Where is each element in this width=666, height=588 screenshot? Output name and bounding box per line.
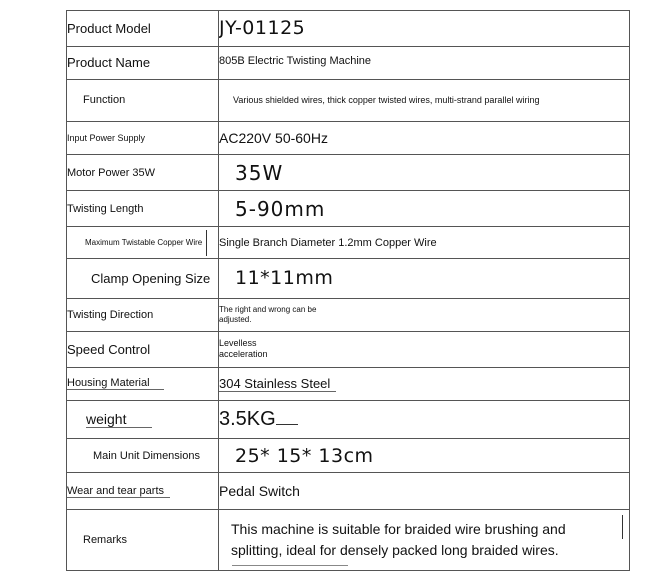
row-label-product-name: Product Name	[67, 46, 219, 80]
row-label-weight: weight	[67, 401, 219, 439]
table-row	[67, 401, 630, 439]
row-value-wear-and-tear-parts: Pedal Switch	[219, 473, 630, 510]
row-label-speed-control: Speed Control	[67, 332, 219, 368]
row-label-product-model: Product Model	[67, 11, 219, 47]
row-label-function: Function	[67, 80, 219, 122]
row-label-main-unit-dimensions: Main Unit Dimensions	[67, 438, 219, 473]
specification-table	[66, 10, 630, 571]
table-row	[67, 509, 630, 570]
row-value-function: Various shielded wires, thick copper twisted wires, multi-strand parallel wiring	[219, 80, 630, 122]
table-row	[67, 367, 630, 401]
row-value-weight: 3.5KG	[219, 401, 630, 439]
table-row	[67, 438, 630, 473]
table-row	[67, 121, 630, 155]
table-row	[67, 473, 630, 510]
divider-mark	[206, 230, 207, 256]
row-value-twisting-direction: The right and wrong can be adjusted.	[219, 298, 630, 332]
row-label-twisting-length: Twisting Length	[67, 190, 219, 227]
table-row	[67, 190, 630, 227]
row-label-motor-power: Motor Power 35W	[67, 155, 219, 191]
row-value-twisting-length: 5-90mm	[219, 190, 630, 227]
table-row	[67, 80, 630, 122]
table-row	[67, 227, 630, 259]
row-value-motor-power: 35W	[219, 155, 630, 191]
row-label-clamp-opening-size: Clamp Opening Size	[67, 258, 219, 298]
underline-mark	[232, 565, 348, 566]
row-label-twisting-direction: Twisting Direction	[67, 298, 219, 332]
table-row	[67, 46, 630, 80]
table-row	[67, 11, 630, 47]
table-row	[67, 258, 630, 298]
row-label-max-copper-wire: Maximum Twistable Copper Wire	[67, 227, 219, 259]
row-value-product-name: 805B Electric Twisting Machine	[219, 46, 630, 80]
row-value-speed-control: Levelless acceleration	[219, 332, 630, 368]
row-value-input-power-supply: AC220V 50-60Hz	[219, 121, 630, 155]
cursor-mark	[622, 515, 623, 539]
row-label-input-power-supply: Input Power Supply	[67, 121, 219, 155]
table-row	[67, 155, 630, 191]
underline-mark	[276, 424, 298, 425]
row-value-housing-material: 304 Stainless Steel	[219, 367, 630, 401]
table-row	[67, 298, 630, 332]
row-value-clamp-opening-size: 11*11mm	[219, 258, 630, 298]
row-value-main-unit-dimensions: 25* 15* 13cm	[219, 438, 630, 473]
row-value-max-copper-wire: Single Branch Diameter 1.2mm Copper Wire	[219, 227, 630, 259]
row-label-housing-material: Housing Material	[67, 367, 219, 401]
row-label-remarks: Remarks	[67, 509, 219, 570]
row-label-wear-and-tear-parts: Wear and tear parts	[67, 473, 219, 510]
row-value-product-model: JY-01125	[219, 11, 630, 47]
row-value-remarks: This machine is suitable for braided wire brushing and splitting, ideal for densely packed long braided wires.	[219, 509, 630, 570]
table-row	[67, 332, 630, 368]
